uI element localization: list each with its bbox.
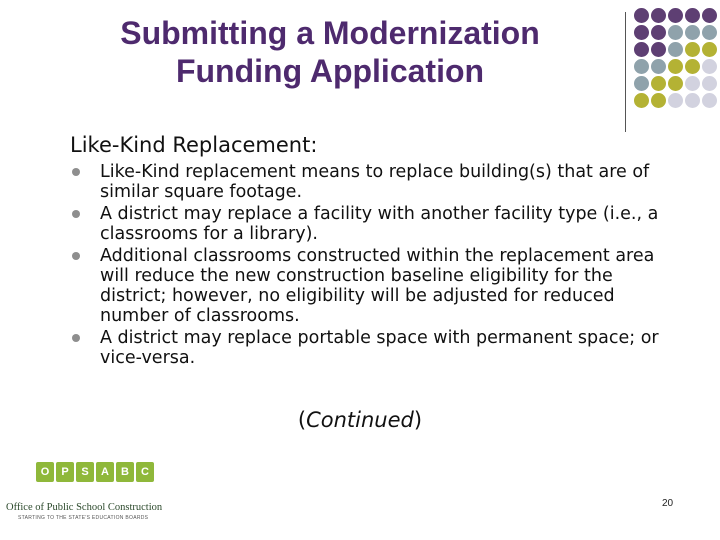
decor-dot	[634, 76, 649, 91]
continued-open-paren: (	[297, 408, 307, 432]
decorative-dot-grid	[634, 8, 718, 108]
slide-title	[60, 14, 600, 90]
bullet-text: Additional classrooms constructed within the replacement area will reduce the new construction baseline eligibility for the district; however, no eligibility will be adjusted for reduced number of classrooms.	[100, 246, 655, 326]
decor-dot	[634, 25, 649, 40]
bullet-item	[70, 162, 680, 202]
bullet-dot-icon	[72, 168, 80, 176]
decor-dot	[668, 59, 683, 74]
bullet-text: A district may replace a facility with another facility type (i.e., a classrooms for a library).	[100, 204, 659, 244]
logo-block-b: B	[116, 462, 134, 482]
decor-dot	[651, 93, 666, 108]
decor-dot	[651, 42, 666, 57]
decor-dot	[651, 76, 666, 91]
decor-dot	[702, 25, 717, 40]
decor-dot	[651, 25, 666, 40]
decor-dot	[634, 8, 649, 23]
decor-dot	[668, 93, 683, 108]
decor-dot	[651, 8, 666, 23]
decor-dot	[668, 25, 683, 40]
decor-dot	[668, 8, 683, 23]
decor-dot	[685, 93, 700, 108]
divider-line	[625, 12, 626, 132]
decor-dot	[685, 25, 700, 40]
bullet-item	[70, 328, 680, 368]
continued-note	[0, 408, 720, 432]
logo-block-c: C	[136, 462, 154, 482]
continued-close-paren: )	[413, 408, 423, 432]
bullet-dot-icon	[72, 252, 80, 260]
section-heading: Like-Kind Replacement:	[70, 133, 318, 157]
decor-dot	[685, 59, 700, 74]
decor-dot	[685, 76, 700, 91]
decor-dot	[702, 76, 717, 91]
decor-dot	[668, 42, 683, 57]
logo-block-o: O	[36, 462, 54, 482]
decor-dot	[702, 8, 717, 23]
decor-dot	[634, 59, 649, 74]
bullet-item	[70, 204, 680, 244]
logo-name: Office of Public School Construction	[6, 502, 163, 513]
bullet-list	[70, 162, 680, 370]
logo-block-s: S	[76, 462, 94, 482]
bullet-item	[70, 246, 680, 326]
decor-dot	[634, 42, 649, 57]
logo-block-p: P	[56, 462, 74, 482]
continued-text: Continued	[306, 408, 414, 432]
page-number: 20	[662, 498, 674, 509]
title-line-1: Submitting a Modernization	[120, 15, 540, 51]
logo-blocks	[36, 462, 154, 482]
decor-dot	[685, 42, 700, 57]
decor-dot	[634, 93, 649, 108]
bullet-text: Like-Kind replacement means to replace building(s) that are of similar square footage.	[100, 162, 650, 202]
decor-dot	[702, 93, 717, 108]
decor-dot	[685, 8, 700, 23]
decor-dot	[702, 42, 717, 57]
logo-tagline: STARTING TO THE STATE'S EDUCATION BOARDS	[18, 515, 149, 521]
opsc-logo	[6, 462, 163, 524]
logo-block-a: A	[96, 462, 114, 482]
decor-dot	[651, 59, 666, 74]
bullet-dot-icon	[72, 334, 80, 342]
decor-dot	[702, 59, 717, 74]
bullet-dot-icon	[72, 210, 80, 218]
title-line-2: Funding Application	[175, 53, 485, 89]
bullet-text: A district may replace portable space with permanent space; or vice-versa.	[100, 328, 659, 368]
decor-dot	[668, 76, 683, 91]
